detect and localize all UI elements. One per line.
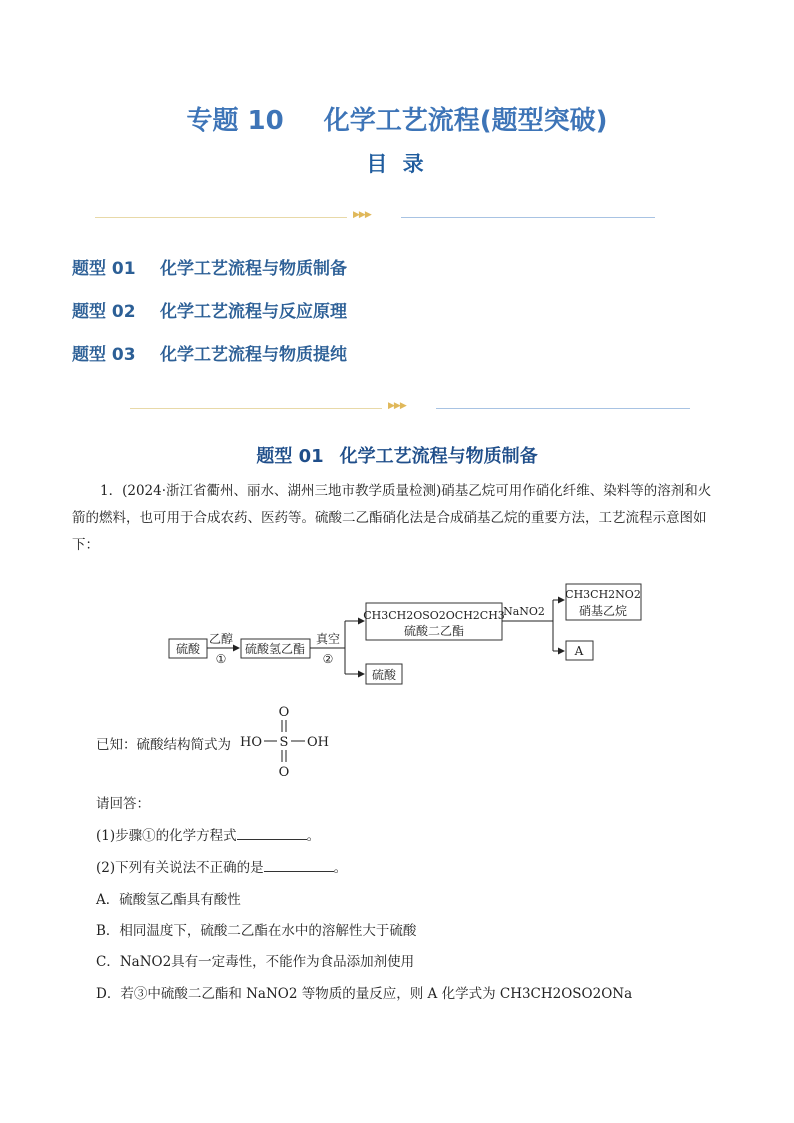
toc-item-text: 化学工艺流程与反应原理 bbox=[160, 302, 347, 322]
step1-reagent: 乙醇 bbox=[208, 632, 234, 646]
toc-item-label: 题型 01 bbox=[72, 259, 136, 279]
option-a[interactable]: A．硫酸氢乙酯具有酸性 bbox=[96, 892, 241, 908]
toc-item-2[interactable] bbox=[72, 297, 347, 322]
toc-item-3[interactable] bbox=[72, 340, 347, 365]
answer-blank-1[interactable] bbox=[237, 827, 307, 840]
prompt: 请回答： bbox=[96, 796, 150, 812]
option-d[interactable]: D．若③中硫酸二乙酯和 NaNO2 等物质的量反应，则 A 化学式为 CH3CH2OSO2ONa bbox=[96, 986, 633, 1002]
question-2-text: (2)下列有关说法不正确的是 bbox=[96, 860, 264, 876]
box-sulfuric-acid-label: 硫酸 bbox=[175, 642, 201, 656]
box-sulfuric-out-label: 硫酸 bbox=[371, 668, 397, 682]
section-label: 题型 01 bbox=[256, 446, 324, 467]
diethyl-formula: CH3CH2OSO2OCH2CH3 bbox=[363, 609, 505, 622]
nitroethane-name: 硝基乙烷 bbox=[578, 604, 628, 618]
nitroethane-formula: CH3CH2NO2 bbox=[565, 588, 641, 601]
question-1 bbox=[96, 824, 320, 844]
step2-number: ② bbox=[322, 652, 334, 666]
known-label: 已知：硫酸结构简式为 bbox=[96, 737, 231, 753]
question-2-end: 。 bbox=[333, 860, 348, 876]
structure-o-top: O bbox=[278, 705, 290, 720]
step3-reagent: NaNO2 bbox=[503, 605, 545, 618]
box-a-label: A bbox=[574, 644, 584, 658]
section-title: 化学工艺流程与物质制备 bbox=[339, 446, 538, 467]
toc-item-1[interactable] bbox=[72, 254, 347, 279]
toc-item-text: 化学工艺流程与物质制备 bbox=[160, 259, 347, 279]
step2-reagent: 真空 bbox=[315, 632, 341, 646]
toc-item-label: 题型 03 bbox=[72, 345, 136, 365]
question-1-text: (1)步骤①的化学方程式 bbox=[96, 828, 237, 844]
section-heading bbox=[0, 442, 794, 468]
title-topic-number: 专题 10 bbox=[186, 106, 284, 136]
box-ethyl-hydrogen-sulfate-label: 硫酸氢乙酯 bbox=[244, 642, 306, 656]
answer-blank-2[interactable] bbox=[264, 859, 334, 872]
question-intro: 1．(2024·浙江省衢州、丽水、湖州三地市教学质量检测)硝基乙烷可用作硝化纤维、染料等的溶剂和火箭的燃料，也可用于合成农药、医药等。硫酸二乙酯硝化法是合成硝基乙烷的重要方法，工艺流程示意图如下： bbox=[72, 483, 712, 553]
process-flow-diagram bbox=[0, 575, 794, 695]
structure-center: S bbox=[279, 735, 289, 750]
title-topic-name: 化学工艺流程(题型突破) bbox=[323, 106, 608, 136]
toc-item-label: 题型 02 bbox=[72, 302, 136, 322]
divider-bottom: ▶▶▶ bbox=[130, 405, 690, 413]
page-title bbox=[0, 100, 794, 137]
structure-left: HO bbox=[240, 735, 262, 750]
sulfuric-acid-structure bbox=[236, 702, 346, 782]
option-c[interactable]: C．NaNO2具有一定毒性，不能作为食品添加剂使用 bbox=[96, 954, 415, 970]
structure-o-bottom: O bbox=[278, 765, 290, 780]
divider-top: ▶▶▶ bbox=[95, 214, 655, 222]
step1-number: ① bbox=[215, 652, 227, 666]
structure-right: OH bbox=[307, 735, 329, 750]
diethyl-name: 硫酸二乙酯 bbox=[403, 624, 465, 638]
toc-heading: 目 录 bbox=[366, 152, 428, 176]
toc-item-text: 化学工艺流程与物质提纯 bbox=[160, 345, 347, 365]
question-2 bbox=[96, 856, 347, 876]
option-b[interactable]: B．相同温度下，硫酸二乙酯在水中的溶解性大于硫酸 bbox=[96, 923, 417, 939]
question-1-end: 。 bbox=[306, 828, 321, 844]
